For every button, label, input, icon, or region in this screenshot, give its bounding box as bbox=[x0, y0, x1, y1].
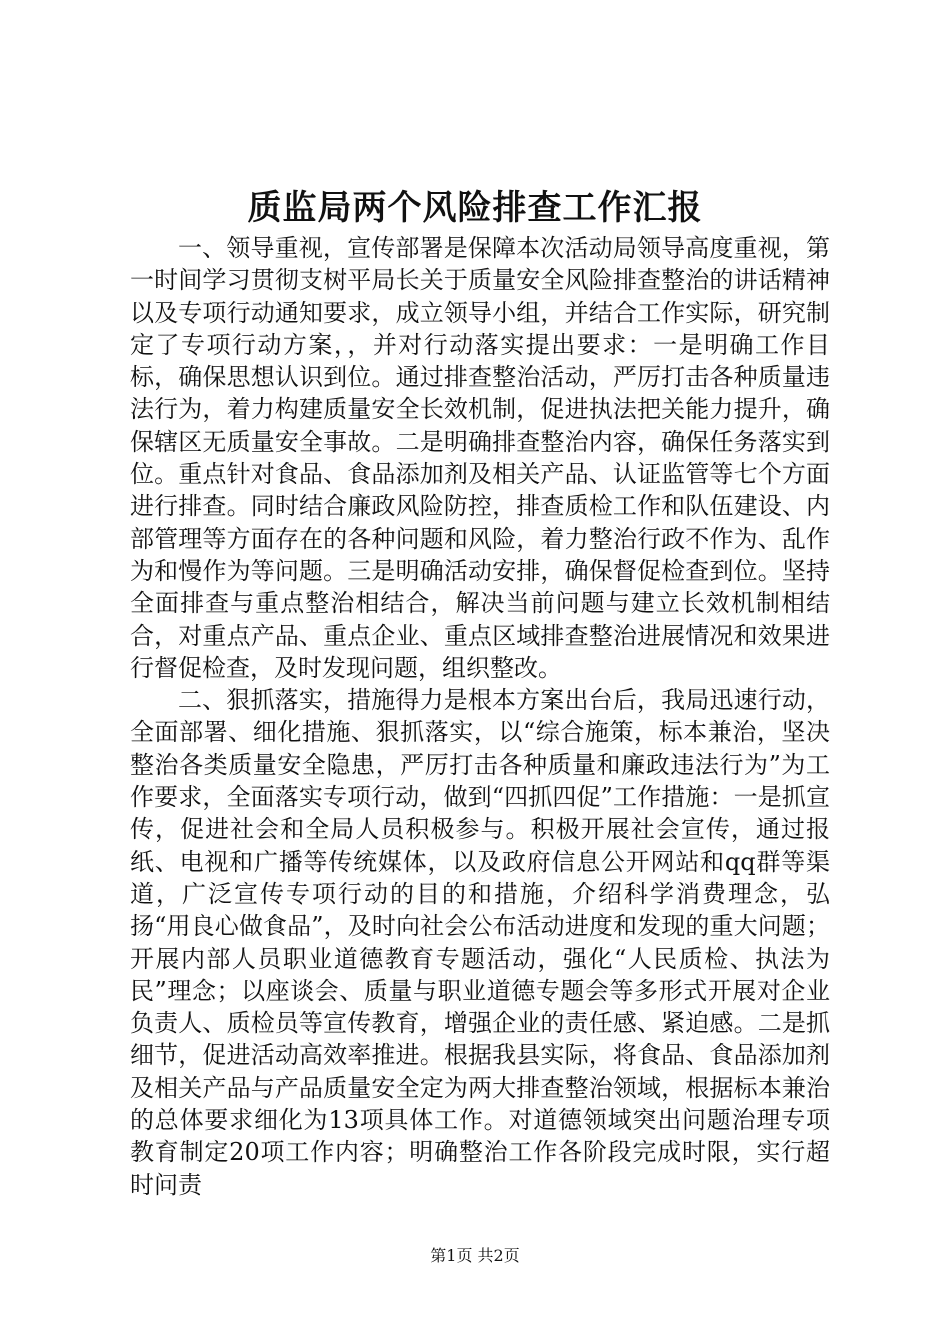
page-number-footer: 第1页 共2页 bbox=[430, 1246, 520, 1265]
document-title: 质监局两个风险排查工作汇报 bbox=[247, 188, 703, 228]
paragraph-2: 二、狠抓落实，措施得力是根本方案出台后，我局迅速行动，全面部署、细化措施、狠抓落实，以“综合施策，标本兼治，坚决整治各类质量安全隐患，严厉打击各种质量和廉政违法行为”为工作要求，全面落实专项行动，做到“四抓四促”工作措施：一是抓宣传，促进社会和全局人员积极参与。积极开展社会宣传，通过报纸、电视和广播等传统媒体，以及政府信息公开网站和qq群等渠道，广泛宣传专项行动的目的和措施，介绍科学消费理念，弘扬“用良心做食品”，及时向社会公布活动进度和发现的重大问题；开展内部人员职业道德教育专题活动，强化“人民质检、执法为民”理念；以座谈会、质量与职业道德专题会等多形式开展对企业负责人、质检员等宣传教育，增强企业的责任感、紧迫感。二是抓细节，促进活动高效率推进。根据我县实际，将食品、食品添加剂及相关产品与产品质量安全定为两大排查整治领域，根据标本兼治的总体要求细化为13项具体工作。对道德领域突出问题治理专项教育制定20项工作内容；明确整治工作各阶段完成时限，实行超时问责 bbox=[130, 686, 830, 1199]
paragraph-1: 一、领导重视，宣传部署是保障本次活动局领导高度重视，第一时间学习贯彻支树平局长关于质量安全风险排查整治的讲话精神以及专项行动通知要求，成立领导小组，并结合工作实际，研究制定了专项行动方案，，并对行动落实提出要求：一是明确工作目标，确保思想认识到位。通过排查整治活动，严厉打击各种质量违法行为，着力构建质量安全长效机制，促进执法把关能力提升，确保辖区无质量安全事故。二是明确排查整治内容，确保任务落实到位。重点针对食品、食品添加剂及相关产品、认证监管等七个方面进行排查。同时结合廉政风险防控，排查质检工作和队伍建设、内部管理等方面存在的各种问题和风险，着力整治行政不作为、乱作为和慢作为等问题。三是明确活动安排，确保督促检查到位。坚持全面排查与重点整治相结合，解决当前问题与建立长效机制相结合，对重点产品、重点企业、重点区域排查整治进展情况和效果进行督促检查，及时发现问题，组织整改。 bbox=[130, 234, 830, 682]
document-body bbox=[130, 232, 830, 1201]
